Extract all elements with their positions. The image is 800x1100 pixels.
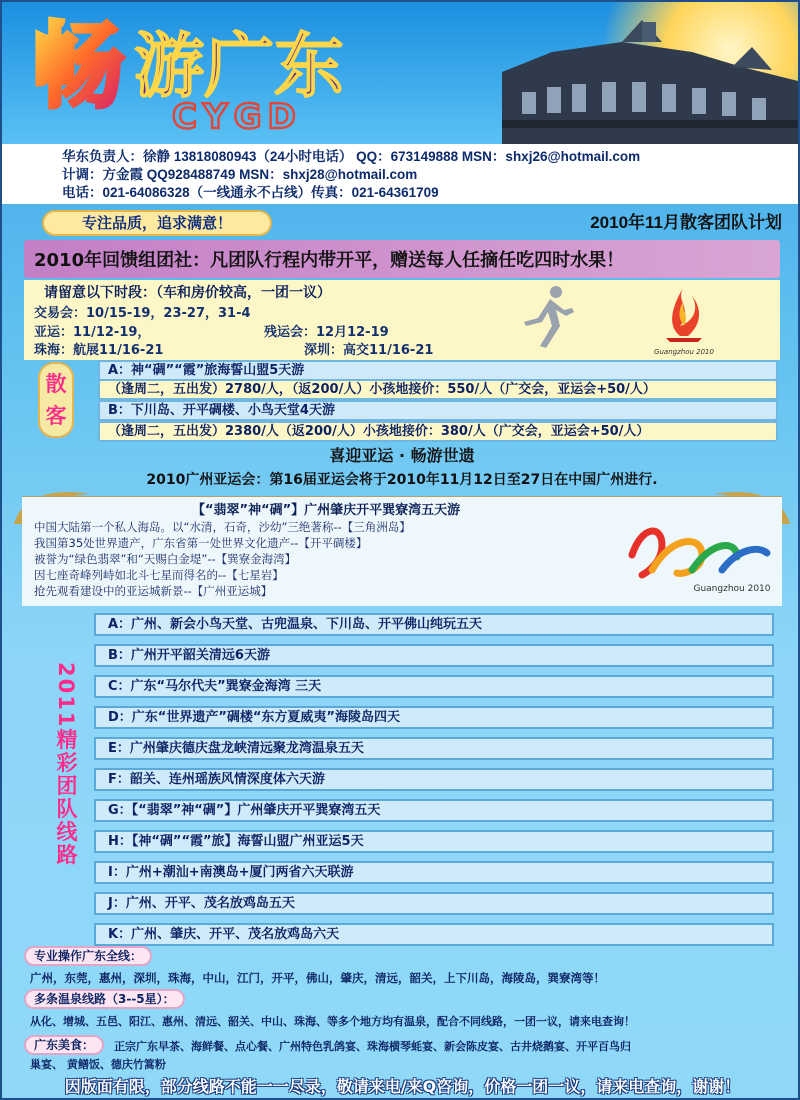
pro-cities: 广州，东莞，惠州，深圳，珠海，中山，江门，开平，佛山，肇庆，清远，韶关，上下川岛，海陵岛，巽寮湾等！ [30,971,605,985]
peak-periods-box [24,280,780,360]
plan-title: 2010年11月散客团队计划 [590,213,782,232]
sanke-b-price: （逢周二，五出发）2380/人（返200/人）小孩地接价：380/人（广交会，亚运会+50/人） [98,421,778,442]
zhuhai-dates: 珠海：航展11/16-21 [34,343,164,358]
food-text-1: 正宗广东早茶、海鲜餐、点心餐、广州特色乳鸽宴、珠海横琴蚝宴、新会陈皮宴、古井烧鹅宴、开平百鸟归 [114,1040,631,1053]
sanke-a-price: （逢周二，五出发）2780/人，（返200/人）小孩地接价：550/人（广交会，亚运会+50/人） [98,379,778,400]
routes-badge-text: 2011精彩团队线路 [54,662,78,867]
trade-fair-dates: 交易会：10/15-19，23-27，31-4 [34,306,251,321]
asian-games-dates: 亚运：11/12-19， [34,325,151,340]
contact-info [2,144,800,204]
food-text-2: 巢宴、 黄鳝饭、德庆竹篙粉 [30,1058,166,1071]
runner-icon [504,282,584,352]
gz-logo-caption: Guangzhou 2010 [693,584,771,594]
sanke-badge: 散客 [38,362,74,438]
asian-games-logo [644,282,724,358]
sanke-a-title: A：神“碉”“霞”旅海誓山盟5天游 [98,360,778,381]
route-b: B：广州开平韶关清远6天游 [94,644,774,667]
route-j: J：广州、开平、茂名放鸡岛五天 [94,892,774,915]
svg-text:CYGD: CYGD [172,97,302,135]
feature-line-4: 因七座奇峰列峙如北斗七星而得名的--【七星岩】 [34,568,284,582]
route-g: G：【“翡翠”神“碉”】广州肇庆开平巽寮湾五天 [94,799,774,822]
feature-title: 【“翡翠”神“碉”】广州肇庆开平巽寮湾五天游 [192,503,461,518]
hot-springs-text: 从化、增城、五邑、阳江、惠州、清远、韶关、中山、珠海、等多个地方均有温泉，配合不同线路，一团一议，请来电查询！ [30,1015,635,1028]
svg-text:游广东: 游广东 [134,25,344,107]
route-e: E：广州肇庆德庆盘龙峡清远聚龙湾温泉五天 [94,737,774,760]
contact-line-2: 计调：方金霞 QQ928488749 MSN：shxj28@hotmail.com [62,167,418,182]
contact-line-1: 华东负责人：徐静 13818080943（24小时电话） QQ：673149888 MSN：shxj26@hotmail.com [62,149,641,164]
games-intro: 2010广州亚运会：第16届亚运会将于2010年11月12日至27日在中国广州进行. [146,472,658,488]
welcome-heading: 喜迎亚运 · 畅游世遗 [329,446,475,465]
feature-line-5: 抢先观看建设中的亚运城新景--【广州亚运城】 [34,584,273,598]
route-c: C：广东“马尔代夫”巽寮金海湾 三天 [94,675,774,698]
svg-text:畅: 畅 [32,13,125,120]
route-a: A：广州、新会小鸟天堂、古兜温泉、下川岛、开平佛山纯玩五天 [94,613,774,636]
feature-line-3: 被誉为“绿色翡翠”和“天赐白金堤”--【巽寮金海湾】 [34,552,297,566]
sanke-b-title: B：下川岛、开平碉楼、小鸟天堂4天游 [98,400,778,421]
hot-springs-label: 多条温泉线路（3--5星）： [24,989,185,1009]
footer-notice: 因版面有限，部分线路不能一一尽录，敬请来电/来Q咨询，价格一团一议，请来电查询，谢谢！ [64,1077,741,1096]
feature-line-2: 我国第35处世界遗产，广东省第一处世界文化遗产--【开平碉楼】 [34,536,368,550]
header-banner [2,2,800,144]
para-games-dates: 残运会：12月12-19 [264,325,389,340]
guangzhou-2010-logo [622,515,772,595]
games-logo-caption: Guangzhou 2010 [654,348,714,356]
feature-route-box [22,496,782,606]
building-illustration [442,12,800,144]
periods-heading: 请留意以下时段：（车和房价较高，一团一议） [44,285,331,301]
contact-line-3: 电话：021-64086328（一线通永不占线）传真：021-64361709 [62,185,439,200]
route-f: F：韶关、连州瑶族风情深度体六天游 [94,768,774,791]
route-d: D：广东“世界遗产”碉楼“东方夏威夷”海陵岛四天 [94,706,774,729]
route-k: K：广州、肇庆、开平、茂名放鸡岛六天 [94,923,774,946]
promo-banner: 2010年回馈组团社：凡团队行程内带开平，赠送每人任摘任吃四时水果！ [24,240,780,278]
slogan-tag: 专注品质，追求满意！ [42,210,272,236]
shenzhen-dates: 深圳：高交11/16-21 [304,343,434,358]
routes-badge [40,662,92,898]
feature-line-1: 中国大陆第一个私人海岛。以“水清，石奇，沙幼”三绝著称--【三角洲岛】 [34,520,411,534]
route-h: H：【神“碉”“霞”旅】海誓山盟广州亚运5天 [94,830,774,853]
route-i: I：广州+潮汕+南澳岛+厦门两省六天联游 [94,861,774,884]
food-label: 广东美食： [24,1035,104,1055]
cygd-logo [22,10,402,135]
pro-label: 专业操作广东全线： [24,946,152,966]
